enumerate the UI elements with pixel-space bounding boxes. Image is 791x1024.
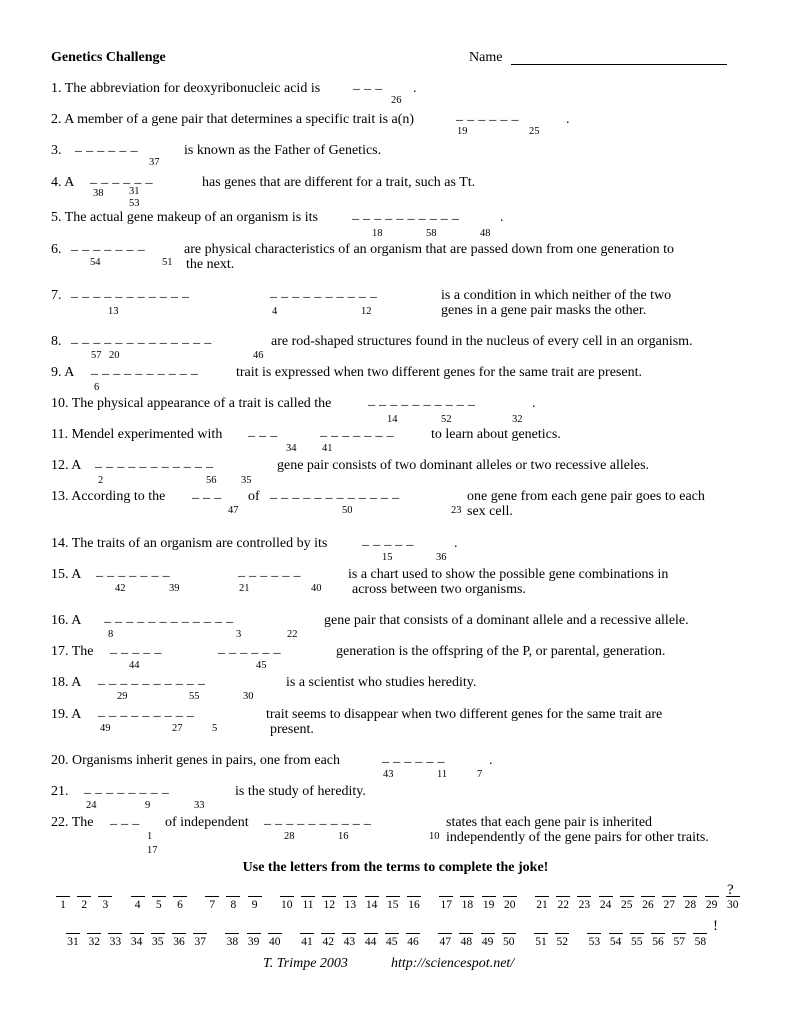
clue-number: 53 <box>129 198 140 209</box>
question-number: 7. <box>51 288 62 303</box>
joke-letter-number: 1 <box>60 899 66 911</box>
clue-number: 52 <box>441 414 452 425</box>
clue-number: 55 <box>189 691 200 702</box>
joke-letter-blank[interactable] <box>56 896 70 897</box>
joke-letter-number: 7 <box>209 899 216 911</box>
clue-number: 4 <box>272 306 278 317</box>
clue-number: 34 <box>286 443 297 454</box>
joke-letter-number: 19 <box>482 899 495 911</box>
joke-letter-number: 54 <box>609 936 622 948</box>
clue-number: 35 <box>241 475 252 486</box>
joke-letter-blank[interactable] <box>321 933 335 934</box>
question-number: 8. <box>51 334 62 349</box>
joke-letter-number: 2 <box>81 899 88 911</box>
question-text: A <box>71 567 82 582</box>
joke-letter-blank[interactable] <box>365 896 379 897</box>
question-tail: . <box>454 536 458 551</box>
joke-letter-blank[interactable] <box>482 896 496 897</box>
question-text: A <box>71 613 82 628</box>
joke-letter-number: 5 <box>155 899 162 911</box>
joke-letter-blank[interactable] <box>152 896 166 897</box>
question-20 <box>51 753 340 769</box>
clue-number: 17 <box>147 845 158 856</box>
joke-letter-blank[interactable] <box>630 933 644 934</box>
joke-letter-number: 40 <box>269 936 281 948</box>
question-text: are physical characteristics of an organism that are passed down from one generation to <box>184 242 674 257</box>
question-number: 11. <box>51 427 68 442</box>
joke-letter-blank[interactable] <box>641 896 655 897</box>
joke-letter-number: 26 <box>642 899 654 911</box>
question-number: 15. <box>51 567 69 582</box>
joke-letter-blank[interactable] <box>342 933 356 934</box>
question-text: A <box>71 675 82 690</box>
joke-letter-blank[interactable] <box>172 933 186 934</box>
joke-letter-number: 33 <box>109 936 122 948</box>
clue-number: 54 <box>90 257 101 268</box>
question-text-cont: genes in a gene pair masks the other. <box>441 303 647 318</box>
joke-letter-number: 43 <box>343 936 356 948</box>
question-number: 22. <box>51 815 69 830</box>
clue-number: 23 <box>451 505 462 516</box>
joke-letter-blank[interactable] <box>672 933 686 934</box>
joke-letter-number: 23 <box>578 899 591 911</box>
question-text: A <box>64 175 75 190</box>
joke-letter-number: 44 <box>364 936 377 948</box>
joke-letter-blank[interactable] <box>301 896 315 897</box>
joke-letter-blank[interactable] <box>503 896 517 897</box>
joke-letter-blank[interactable] <box>438 933 452 934</box>
clue-number: 26 <box>391 95 402 106</box>
joke-letter-number: 37 <box>194 936 206 948</box>
question-number: 13. <box>51 489 69 504</box>
joke-letter-blank[interactable] <box>77 896 91 897</box>
question-tail: . <box>413 81 417 96</box>
question-text: The actual gene makeup of an organism is its <box>64 210 318 225</box>
question-text: A <box>71 707 82 722</box>
question-after: trait is expressed when two different genes for the same trait are present. <box>236 365 642 380</box>
clue-number: 57 <box>91 350 102 361</box>
joke-letter-blank[interactable] <box>481 933 495 934</box>
joke-letter-blank[interactable] <box>439 896 453 897</box>
joke-letter-number: 10 <box>281 899 293 911</box>
joke-exclamation-mark: ! <box>713 918 718 934</box>
joke-letter-blank[interactable] <box>662 896 676 897</box>
joke-letter-blank[interactable] <box>108 933 122 934</box>
joke-letter-number: 24 <box>599 899 612 911</box>
joke-letter-number: 39 <box>247 936 260 948</box>
question-tail: . <box>566 112 570 127</box>
question-12 <box>51 458 81 474</box>
question-number: 2. <box>51 112 62 127</box>
page-title: Genetics Challenge <box>51 50 166 65</box>
question-5 <box>51 210 318 226</box>
joke-letter-number: 42 <box>322 936 334 948</box>
question-after: is a scientist who studies heredity. <box>286 675 477 690</box>
joke-letter-number: 41 <box>301 936 313 948</box>
joke-letter-number: 21 <box>536 899 548 911</box>
joke-letter-blank[interactable] <box>66 933 80 934</box>
question-tail: . <box>489 753 493 768</box>
clue-number: 9 <box>145 800 151 811</box>
question-after: gene pair consists of two dominant alleles or two recessive alleles. <box>277 458 650 473</box>
joke-letter-blank[interactable] <box>87 933 101 934</box>
question-text-cont: independently of the gene pairs for other traits. <box>446 830 709 845</box>
question-number: 10. <box>51 396 69 411</box>
question-number: 17. <box>51 644 69 659</box>
clue-number: 45 <box>256 660 267 671</box>
question-number: 12. <box>51 458 69 473</box>
question-text: A <box>71 458 82 473</box>
question-22 <box>51 815 94 831</box>
clue-number: 16 <box>338 831 349 842</box>
joke-instruction: Use the letters from the terms to complete the joke! <box>242 860 549 875</box>
joke-letter-number: 8 <box>230 899 237 911</box>
question-number: 6. <box>51 242 62 257</box>
question-text: According to the <box>71 489 166 504</box>
joke-letter-blank[interactable] <box>280 896 294 897</box>
question-text: is known as the Father of Genetics. <box>184 143 382 158</box>
clue-number: 10 <box>429 831 440 842</box>
question-mid: of independent <box>165 815 249 830</box>
joke-letter-number: 12 <box>323 899 335 911</box>
clue-number: 2 <box>98 475 104 486</box>
clue-number: 6 <box>94 382 100 393</box>
joke-letter-number: 56 <box>652 936 664 948</box>
question-text-cont: the next. <box>186 257 235 272</box>
question-number: 9. <box>51 365 62 380</box>
question-9 <box>51 365 74 381</box>
question-text: are rod-shaped structures found in the nucleus of every cell in an organism. <box>271 334 693 349</box>
joke-letter-blank[interactable] <box>459 933 473 934</box>
joke-letter-blank[interactable] <box>705 896 719 897</box>
joke-letter-blank[interactable] <box>98 896 112 897</box>
footer-author: T. Trimpe 2003 <box>263 956 348 971</box>
clue-number: 36 <box>436 552 447 563</box>
joke-letter-number: 17 <box>440 899 452 911</box>
question-number: 3. <box>51 143 62 158</box>
question-after: trait seems to disappear when two different genes for the same trait are <box>266 707 663 722</box>
clue-number: 44 <box>129 660 140 671</box>
joke-letter-blank[interactable] <box>609 933 623 934</box>
joke-letter-blank[interactable] <box>130 933 144 934</box>
question-number: 5. <box>51 210 62 225</box>
joke-letter-blank[interactable] <box>587 933 601 934</box>
joke-letter-number: 14 <box>365 899 378 911</box>
joke-letter-blank[interactable] <box>322 896 336 897</box>
name-field-line[interactable] <box>511 64 727 65</box>
joke-letter-number: 20 <box>504 899 516 911</box>
question-number: 20. <box>51 753 69 768</box>
joke-letter-blank[interactable] <box>502 933 516 934</box>
question-14 <box>51 536 327 552</box>
joke-letter-number: 50 <box>503 936 515 948</box>
question-after: is the study of heredity. <box>235 784 366 799</box>
question-18 <box>51 675 81 691</box>
joke-letter-blank[interactable] <box>385 933 399 934</box>
clue-number: 38 <box>93 188 104 199</box>
clue-number: 11 <box>437 769 448 780</box>
worksheet-page: Genetics Challenge Name 1. The abbreviation for deoxyribonucleic acid is _ _ _ 26 . 2. A member of a gene pair that determines a specific trait is a(n) _ _ _ _ _ _ 19 25 . 3. _ _ _ _ _ _ 37 is known as the Father of Genetics. 4. A _ _ _ _ _ _ 38 31 53 has genes that are different for a trait, such as Tt. 5. The actual gene makeup of an organism is its _ _ _ _ _ _ _ _ _ _ 18 58 48 . 6. _ _ _ _ _ _ _ 54 51 are physical characteristics of an organism that are passed down from one generation to the next. 7. _ _ _ _ _ _ _ _ _ _ _ _ _ _ _ _ _ _ _ _ _ 13 4 12 is a condition in which neither of the two genes in a gene pair masks the other. 8. _ _ _ _ _ _ _ _ _ _ _ _ _ 57 20 46 are rod-shaped structures found in the nucleus of every cell in an organism. 9. A _ _ _ _ _ _ _ _ _ _ 6 trait is expressed when two different genes for the same trait are present. 10. The physical appearance of a trait is called the _ _ _ _ _ _ _ _ _ _ 14 52 32 . 11. Mendel experimented with _ _ _ _ _ _ _ _ _ _ 34 41 to learn about genetics. 12. A _ _ _ _ _ _ _ _ _ _ _ 2 56 35 gene pair consists of two dominant alleles or two recessive alleles. 13. According to the _ _ _ of _ _ _ _ _ _ _ _ _ _ _ _ 47 50 23 one gene from each gene pair goes to each sex cell. 14. The traits of an organism are controlled by its _ _ _ _ _ 15 36 . 15. A _ _ _ _ _ _ _ _ _ _ _ _ _ 42 39 21 40 is a chart used to show the possible gene combinations in across between two organisms. 16. A _ _ _ _ _ _ _ _ _ _ _ _ 8 3 22 gene pair that consists of a dominant allele and a recessive allele. 17. The _ _ _ _ _ _ _ _ _ _ _ 44 45 generation is the offspring of the P, or parental, generation. 18. A _ _ _ _ _ _ _ _ _ _ 29 55 30 is a scientist who studies heredity. 19. A _ _ _ _ _ _ _ _ _ 49 27 5 trait seems to disappear when two different genes for the same trait are present. 20. Organisms inherit genes in pairs, one from each _ _ _ _ _ _ 43 11 7 . 21. _ _ _ _ _ _ _ _ 24 9 33 is the study of heredity. 22. The _ _ _ 1 17 of independent _ _ _ _ _ _ _ _ _ _ 28 16 10 states that each gene pair is inherited independently of the gene pairs for other traits. Use the letters from the terms to complete the joke! ? ! T. Trimpe 2003 http://sciencespot.net/ 1 2 3 4 5 6 7 8 9 10 11 12 13 14 15 16 17 18 19 20 21 22 23 24 25 26 27 28 29 30 31 32 33 34 35 36 37 38 39 40 41 42 43 44 45 46 47 48 49 50 51 52 53 54 55 56 57 58 <box>0 0 791 1024</box>
question-17 <box>51 644 94 660</box>
question-number: 1. <box>51 81 62 96</box>
question-4 <box>51 175 74 191</box>
joke-letter-blank[interactable] <box>151 933 165 934</box>
clue-number: 48 <box>480 228 491 239</box>
question-number: 19. <box>51 707 69 722</box>
joke-letter-blank[interactable] <box>193 933 207 934</box>
joke-letter-number: 51 <box>535 936 547 948</box>
clue-number: 3 <box>236 629 242 640</box>
joke-letter-number: 53 <box>588 936 601 948</box>
question-1 <box>51 81 320 97</box>
question-after: states that each gene pair is inherited <box>446 815 653 830</box>
joke-letter-blank[interactable] <box>364 933 378 934</box>
clue-number: 22 <box>287 629 298 640</box>
joke-letter-blank[interactable] <box>406 933 420 934</box>
joke-letter-blank[interactable] <box>693 933 707 934</box>
joke-letter-number: 32 <box>88 936 100 948</box>
question-11 <box>51 427 222 443</box>
question-text: A member of a gene pair that determines a specific trait is a(n) <box>64 112 415 127</box>
joke-letter-blank[interactable] <box>225 933 239 934</box>
question-text: The physical appearance of a trait is called the <box>71 396 332 411</box>
joke-letter-number: 9 <box>251 899 258 911</box>
clue-number: 32 <box>512 414 523 425</box>
question-number: 16. <box>51 613 69 628</box>
question-after: gene pair that consists of a dominant allele and a recessive allele. <box>324 613 689 628</box>
joke-letter-number: 35 <box>152 936 164 948</box>
clue-number: 51 <box>162 257 173 268</box>
question-number: 21. <box>51 784 69 799</box>
clue-number: 1 <box>147 831 153 842</box>
question-text: The <box>71 644 94 659</box>
joke-letter-number: 38 <box>226 936 239 948</box>
clue-number: 43 <box>383 769 394 780</box>
clue-number: 33 <box>194 800 205 811</box>
question-text: The traits of an organism are controlled by its <box>71 536 328 551</box>
joke-letter-blank[interactable] <box>620 896 634 897</box>
clue-number: 46 <box>253 350 264 361</box>
clue-number: 42 <box>115 583 126 594</box>
question-15 <box>51 567 81 583</box>
footer <box>263 956 557 972</box>
joke-letter-blank[interactable] <box>577 896 591 897</box>
joke-letter-number: 15 <box>387 899 399 911</box>
joke-letter-number: 4 <box>134 899 141 911</box>
joke-letter-number: 30 <box>727 899 739 911</box>
question-text: is a condition in which neither of the two <box>441 288 672 303</box>
joke-letter-blank[interactable] <box>226 896 240 897</box>
joke-letter-blank[interactable] <box>131 896 145 897</box>
joke-letter-blank[interactable] <box>534 933 548 934</box>
question-after: one gene from each gene pair goes to each <box>467 489 705 504</box>
question-text-cont: present. <box>270 722 314 737</box>
question-text: Mendel experimented with <box>71 427 223 442</box>
question-mid: of <box>248 489 260 504</box>
joke-letter-number: 34 <box>130 936 143 948</box>
footer-url: http://sciencespot.net/ <box>390 956 515 971</box>
clue-number: 7 <box>477 769 483 780</box>
clue-number: 39 <box>169 583 180 594</box>
question-19 <box>51 707 81 723</box>
joke-letter-number: 28 <box>684 899 697 911</box>
joke-letter-blank[interactable] <box>651 933 665 934</box>
joke-letter-number: 3 <box>102 899 109 911</box>
joke-letter-number: 58 <box>694 936 707 948</box>
joke-letter-number: 47 <box>439 936 451 948</box>
clue-number: 30 <box>243 691 254 702</box>
joke-letter-number: 18 <box>461 899 474 911</box>
clue-number: 56 <box>206 475 217 486</box>
joke-letter-blank[interactable] <box>247 933 261 934</box>
question-number: 4. <box>51 175 62 190</box>
joke-letter-number: 45 <box>386 936 398 948</box>
joke-letter-number: 31 <box>67 936 79 948</box>
joke-letter-blank[interactable] <box>599 896 613 897</box>
question-number: 18. <box>51 675 69 690</box>
joke-letter-blank[interactable] <box>300 933 314 934</box>
joke-letter-number: 11 <box>302 899 314 911</box>
clue-number: 50 <box>342 505 353 516</box>
joke-question-mark: ? <box>727 882 734 898</box>
question-after: has genes that are different for a trait, such as Tt. <box>202 175 476 190</box>
question-text-cont: sex cell. <box>467 504 513 519</box>
joke-letter-number: 49 <box>481 936 494 948</box>
question-after: generation is the offspring of the P, or parental, generation. <box>336 644 666 659</box>
joke-letter-number: 48 <box>460 936 473 948</box>
joke-letter-number: 27 <box>663 899 675 911</box>
joke-letter-number: 55 <box>631 936 643 948</box>
question-text: A <box>64 365 75 380</box>
joke-letter-blank[interactable] <box>407 896 421 897</box>
clue-number: 25 <box>529 126 540 137</box>
joke-letter-blank[interactable] <box>535 896 549 897</box>
clue-number: 47 <box>228 505 239 516</box>
clue-number: 37 <box>149 157 160 168</box>
question-text: The abbreviation for deoxyribonucleic acid is <box>64 81 321 96</box>
joke-letter-number: 29 <box>705 899 718 911</box>
clue-number: 40 <box>311 583 322 594</box>
question-text-cont: across between two organisms. <box>352 582 526 597</box>
question-tail: . <box>500 210 504 225</box>
clue-number: 5 <box>212 723 218 734</box>
joke-letter-blank[interactable] <box>460 896 474 897</box>
clue-number: 18 <box>372 228 383 239</box>
joke-letter-blank[interactable] <box>268 933 282 934</box>
joke-letter-blank[interactable] <box>386 896 400 897</box>
joke-letter-number: 52 <box>556 936 568 948</box>
question-after: is a chart used to show the possible gene combinations in <box>348 567 669 582</box>
joke-letter-blank[interactable] <box>205 896 219 897</box>
question-text: The <box>71 815 94 830</box>
clue-number: 21 <box>239 583 250 594</box>
clue-number: 49 <box>100 723 111 734</box>
clue-number: 41 <box>322 443 333 454</box>
joke-letter-blank[interactable] <box>556 896 570 897</box>
clue-number: 27 <box>172 723 183 734</box>
name-label: Name <box>469 50 503 65</box>
joke-letter-number: 16 <box>408 899 420 911</box>
clue-number: 24 <box>86 800 97 811</box>
question-2 <box>51 112 414 128</box>
joke-letter-number: 25 <box>621 899 633 911</box>
clue-number: 31 <box>129 186 140 197</box>
joke-letter-blank[interactable] <box>683 896 697 897</box>
joke-letter-number: 6 <box>177 899 183 911</box>
clue-number: 20 <box>109 350 120 361</box>
clue-number: 13 <box>108 306 119 317</box>
clue-number: 8 <box>108 629 114 640</box>
question-after: to learn about genetics. <box>431 427 561 442</box>
clue-number: 28 <box>284 831 295 842</box>
joke-letter-number: 22 <box>557 899 569 911</box>
clue-number: 19 <box>457 126 468 137</box>
question-number: 14. <box>51 536 69 551</box>
joke-letter-number: 36 <box>173 936 185 948</box>
joke-letter-number: 13 <box>344 899 357 911</box>
joke-letter-number: 46 <box>407 936 419 948</box>
question-10 <box>51 396 331 412</box>
clue-number: 15 <box>382 552 393 563</box>
joke-letter-number: 57 <box>673 936 685 948</box>
question-16 <box>51 613 81 629</box>
joke-letter-blank[interactable] <box>248 896 262 897</box>
question-tail: . <box>532 396 536 411</box>
question-text: Organisms inherit genes in pairs, one from each <box>72 753 341 768</box>
clue-number: 14 <box>387 414 398 425</box>
joke-letter-blank[interactable] <box>726 896 740 897</box>
clue-number: 29 <box>117 691 128 702</box>
joke-letter-blank[interactable] <box>555 933 569 934</box>
clue-number: 58 <box>426 228 437 239</box>
joke-letter-blank[interactable] <box>343 896 357 897</box>
clue-number: 12 <box>361 306 372 317</box>
question-13 <box>51 489 165 505</box>
joke-letter-blank[interactable] <box>173 896 187 897</box>
